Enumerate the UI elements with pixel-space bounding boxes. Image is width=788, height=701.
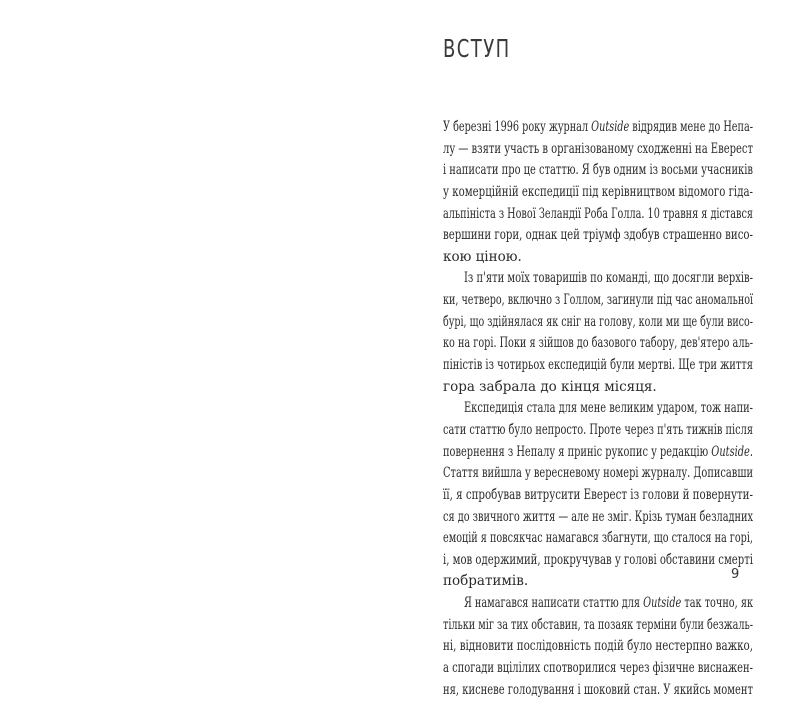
page-number: 9 <box>731 567 740 582</box>
text-line: і написати про це статтю. Я був одним із восьми учасників <box>443 162 753 179</box>
text-line: і, мов одержимий, прокручував у голові обставини смерті <box>443 551 754 568</box>
text-line: піністів із чотирьох експедицій були мертві. Ще три життя <box>443 357 753 374</box>
chapter-title: ВСТУП <box>443 34 511 63</box>
text-line: ся до звичного життя — але не зміг. Крізь туман безладних <box>443 508 754 525</box>
text-line: ні, відновити послідовність подій було нестерпно важко, <box>443 638 754 655</box>
text-line: ко на горі. Поки я зійшов до базового табору, дев'ятеро аль- <box>443 335 754 352</box>
text-line: тільки міг за тих обставин, та позаяк терміни були безжаль- <box>443 616 754 633</box>
text-line: гора забрала до кінця місяця. <box>443 378 657 395</box>
text-line: У березні 1996 року журнал Outside відрядив мене до Непа- <box>443 119 754 135</box>
text-line: ки, четверо, включно з Голлом, загинули під час аномальної <box>443 292 754 309</box>
text-line: альпініста з Нової Зеландії Роба Голла. 10 травня я дістався <box>443 205 753 222</box>
text-line: повернення з Непалу я приніс рукопис у редакцію Outside. <box>443 443 754 460</box>
text-line: побратимів. <box>443 573 529 590</box>
text-line: сати статтю було непросто. Проте через п'ять тижнів після <box>443 421 753 438</box>
text-line: лу — взяти участь в організованому сходженні на Еверест <box>443 140 754 157</box>
text-line: Стаття вийшла у вересневому номері журналу. Дописавши <box>443 465 754 482</box>
body-text <box>443 117 753 701</box>
text-line: вершини гори, однак цей тріумф здобув страшенно висо- <box>443 227 753 244</box>
text-line: її, я спробував витрусити Еверест із голови й повернути- <box>443 486 753 503</box>
text-line: бурі, що здійнялася як сніг на голову, коли ми ще були висо- <box>443 313 753 330</box>
text-line: а спогади вцілілих спотворилися через фізичне виснажен- <box>443 660 754 677</box>
text-line: Експедиція стала для мене великим ударом, тож напи- <box>464 400 754 417</box>
text-line: кою ціною. <box>443 248 522 265</box>
text-line: емоцій я повсякчас намагався збагнути, що сталося на горі, <box>443 530 753 547</box>
text-line: ня, кисневе голодування і шоковий стан. У якийсь момент <box>443 681 754 698</box>
text-line: у комерційній експедиції під керівництвом відомого гіда- <box>443 183 753 200</box>
text-line: Із п'яти моїх товаришів по команді, що досягли верхів- <box>464 270 753 287</box>
text-line: Я намагався написати статтю для Outside так точно, як <box>464 595 754 612</box>
